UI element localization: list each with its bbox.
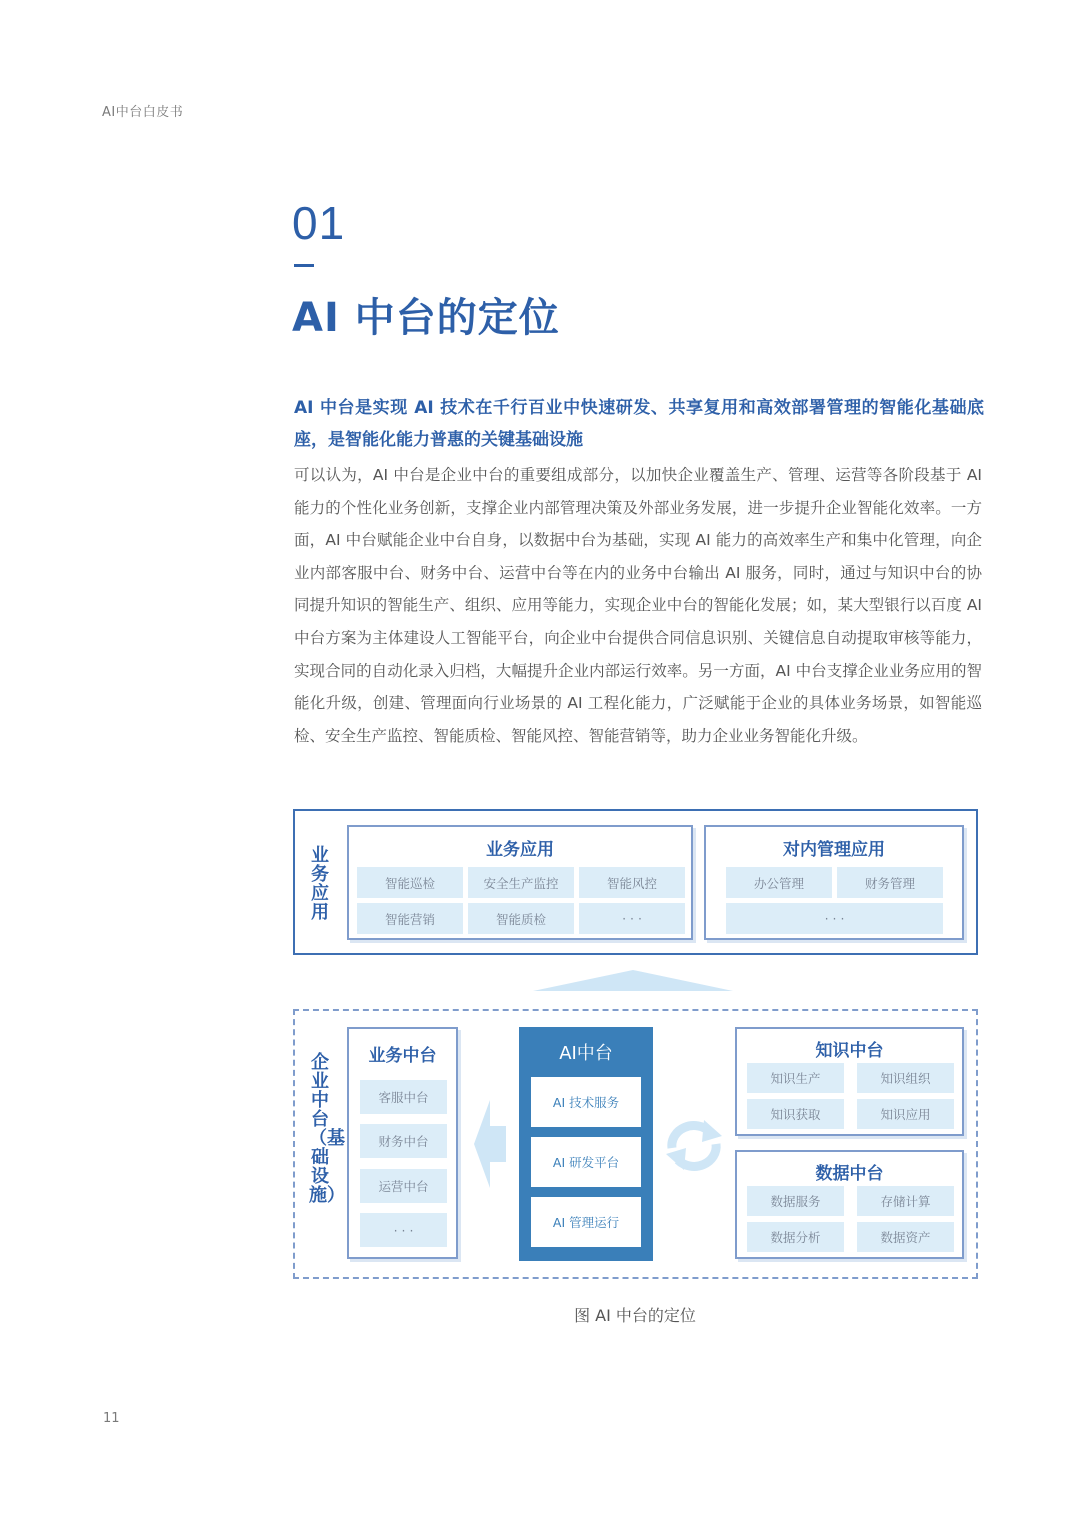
internal-app-cell: · · · xyxy=(726,903,943,934)
sync-arrows-icon xyxy=(662,1118,726,1172)
ai-center-title: AI中台 xyxy=(559,1043,613,1064)
data-cell: 数据分析 xyxy=(747,1222,844,1252)
knowledge-cell: 知识生产 xyxy=(747,1063,844,1093)
biz-center-title: 业务中台 xyxy=(368,1046,437,1066)
internal-apps-title: 对内管理应用 xyxy=(783,840,885,860)
doc-header-title: AI中台白皮书 xyxy=(102,105,184,120)
internal-apps-panel xyxy=(704,825,964,940)
data-center-title: 数据中台 xyxy=(815,1164,884,1184)
biz-center-cell: · · · xyxy=(360,1213,447,1247)
biz-center-cell: 财务中台 xyxy=(360,1124,447,1158)
ai-center-cell: AI 研发平台 xyxy=(531,1137,641,1187)
biz-center-cell: 客服中台 xyxy=(360,1080,447,1114)
top-side-label: 业务应用 xyxy=(311,845,329,923)
internal-app-cell: 财务管理 xyxy=(837,867,943,898)
figure-caption: 图 AI 中台的定位 xyxy=(574,1306,696,1325)
chapter-divider xyxy=(294,264,314,267)
lead-paragraph: AI 中台是实现 AI 技术在千行百业中快速研发、共享复用和高效部署管理的智能化基础底座，是智能化能力普惠的关键基础设施 xyxy=(294,398,984,450)
page-number: 11 xyxy=(103,1411,120,1426)
data-cell: 存储计算 xyxy=(857,1186,954,1216)
biz-center-cell: 运营中台 xyxy=(360,1169,447,1203)
up-arrow-icon xyxy=(528,968,738,994)
biz-app-cell: 智能营销 xyxy=(357,903,463,934)
knowledge-cell: 知识组织 xyxy=(857,1063,954,1093)
data-cell: 数据资产 xyxy=(857,1222,954,1252)
data-cell: 数据服务 xyxy=(747,1186,844,1216)
biz-apps-title: 业务应用 xyxy=(486,840,554,860)
biz-center-panel xyxy=(347,1027,458,1259)
bottom-side-label: 企业中台（基础设施） xyxy=(309,1052,345,1206)
biz-app-cell: 智能巡检 xyxy=(357,867,463,898)
biz-apps-panel xyxy=(347,825,693,940)
left-arrow-icon xyxy=(470,1098,510,1190)
biz-app-cell: 智能风控 xyxy=(579,867,685,898)
knowledge-center-panel xyxy=(735,1027,964,1136)
biz-app-cell: 安全生产监控 xyxy=(468,867,574,898)
knowledge-cell: 知识应用 xyxy=(857,1099,954,1129)
body-paragraph: 可以认为，AI 中台是企业中台的重要组成部分，以加快企业覆盖生产、管理、运营等各阶段基于 AI 能力的个性化业务创新，支撑企业内部管理决策及外部业务发展，进一步提升企业智能化效率。一方面，AI 中台赋能企业中台自身，以数据中台为基础，实现 AI 能力的高效率生产和集中化管理，向企业内部客服中台、财务中台、运营中台等在内的业务中台输出 AI 服务，同时，通过与知识中台的协同提升知识的智能生产、组织、应用等能力，实现企业中台的智能化发展；如，某大型银行以百度 AI 中台方案为主体建设人工智能平台，向企业中台提供合同信息识别、关键信息自动提取审核等能力，实现合同的自动化录入归档，大幅提升企业内部运行效率。另一方面，AI 中台支撑企业业务应用的智能化升级，创建、管理面向行业场景的 AI 工程化能力，广泛赋能于企业的具体业务场景，如智能巡检、安全生产监控、智能质检、智能风控、智能营销等，助力企业业务智能化升级。 xyxy=(294,466,982,745)
knowledge-center-title: 知识中台 xyxy=(815,1041,884,1061)
ai-center-cell: AI 技术服务 xyxy=(531,1077,641,1127)
chapter-number: 01 xyxy=(292,197,346,249)
biz-app-cell: 智能质检 xyxy=(468,903,574,934)
ai-center-block xyxy=(519,1027,653,1261)
chapter-title: AI 中台的定位 xyxy=(292,295,560,341)
internal-app-cell: 办公管理 xyxy=(726,867,832,898)
knowledge-cell: 知识获取 xyxy=(747,1099,844,1129)
biz-app-cell: · · · xyxy=(579,903,685,934)
data-center-panel xyxy=(735,1150,964,1259)
ai-center-cell: AI 管理运行 xyxy=(531,1197,641,1247)
